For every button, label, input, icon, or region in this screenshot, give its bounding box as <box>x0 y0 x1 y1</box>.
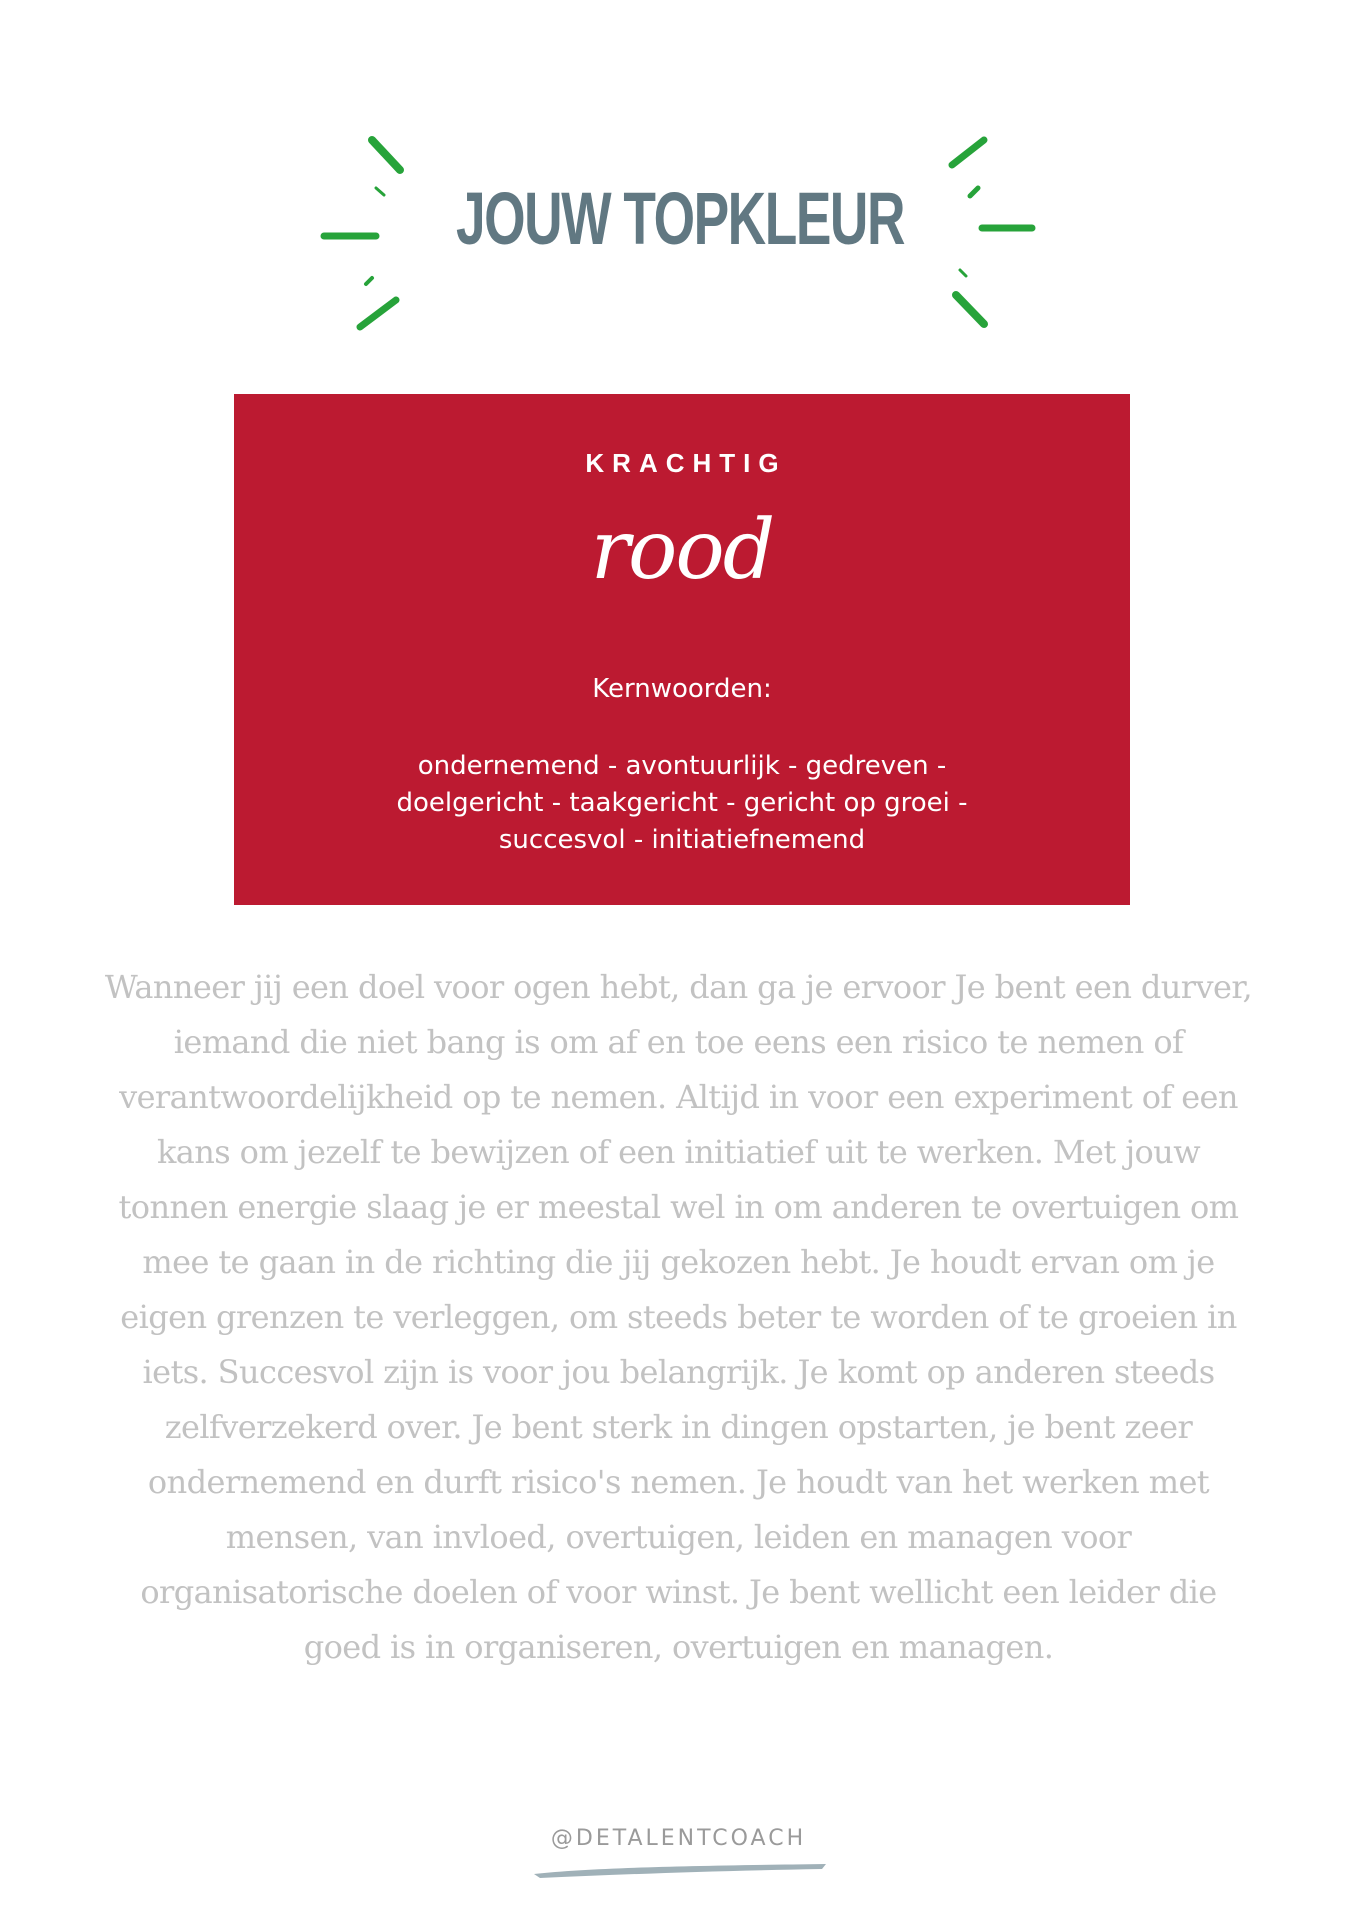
card-tagline: KRACHTIG <box>585 448 787 478</box>
keywords-list: ondernemend - avontuurlijk - gedreven - doelgericht - taakgericht - gericht op groei - succesvol - initiatiefnemend <box>396 751 968 855</box>
page-header <box>300 120 1060 350</box>
footer-handle: @DETALENTCOACH <box>550 1826 807 1851</box>
keywords-label: Kernwoorden: <box>592 674 772 704</box>
card-color-name: rood <box>590 503 774 598</box>
burst-right-icon <box>920 120 1060 350</box>
description-text: Wanneer jij een doel voor ogen hebt, dan ga je ervoor Je bent een durver, iemand die niet bang is om af en toe eens een risico te nemen of verantwoordelijkheid op te nemen. Altijd in voor een experiment of een kans om jezelf te bewijzen of een initiatief uit te werken. Met jouw tonnen energie slaag je er meestal wel in om anderen te overtuigen om mee te gaan in de richting die jij gekozen hebt. Je houdt ervan om je eigen grenzen te verleggen, om steeds beter te worden of te groeien in iets. Succesvol zijn is voor jou belangrijk. Je komt op anderen steeds zelfverzekerd over. Je bent sterk in dingen opstarten, je bent zeer ondernemend en durft risico's nemen. Je houdt van het werken met mensen, van invloed, overtuigen, leiden en managen voor organisatorische doelen of voor winst. Je bent wellicht een leider die goed is in organiseren, overtuigen en managen. <box>104 968 1253 1666</box>
color-card <box>234 394 1130 905</box>
brush-stroke-icon <box>530 1860 830 1880</box>
page-title: JOUW TOPKLEUR <box>455 177 904 260</box>
